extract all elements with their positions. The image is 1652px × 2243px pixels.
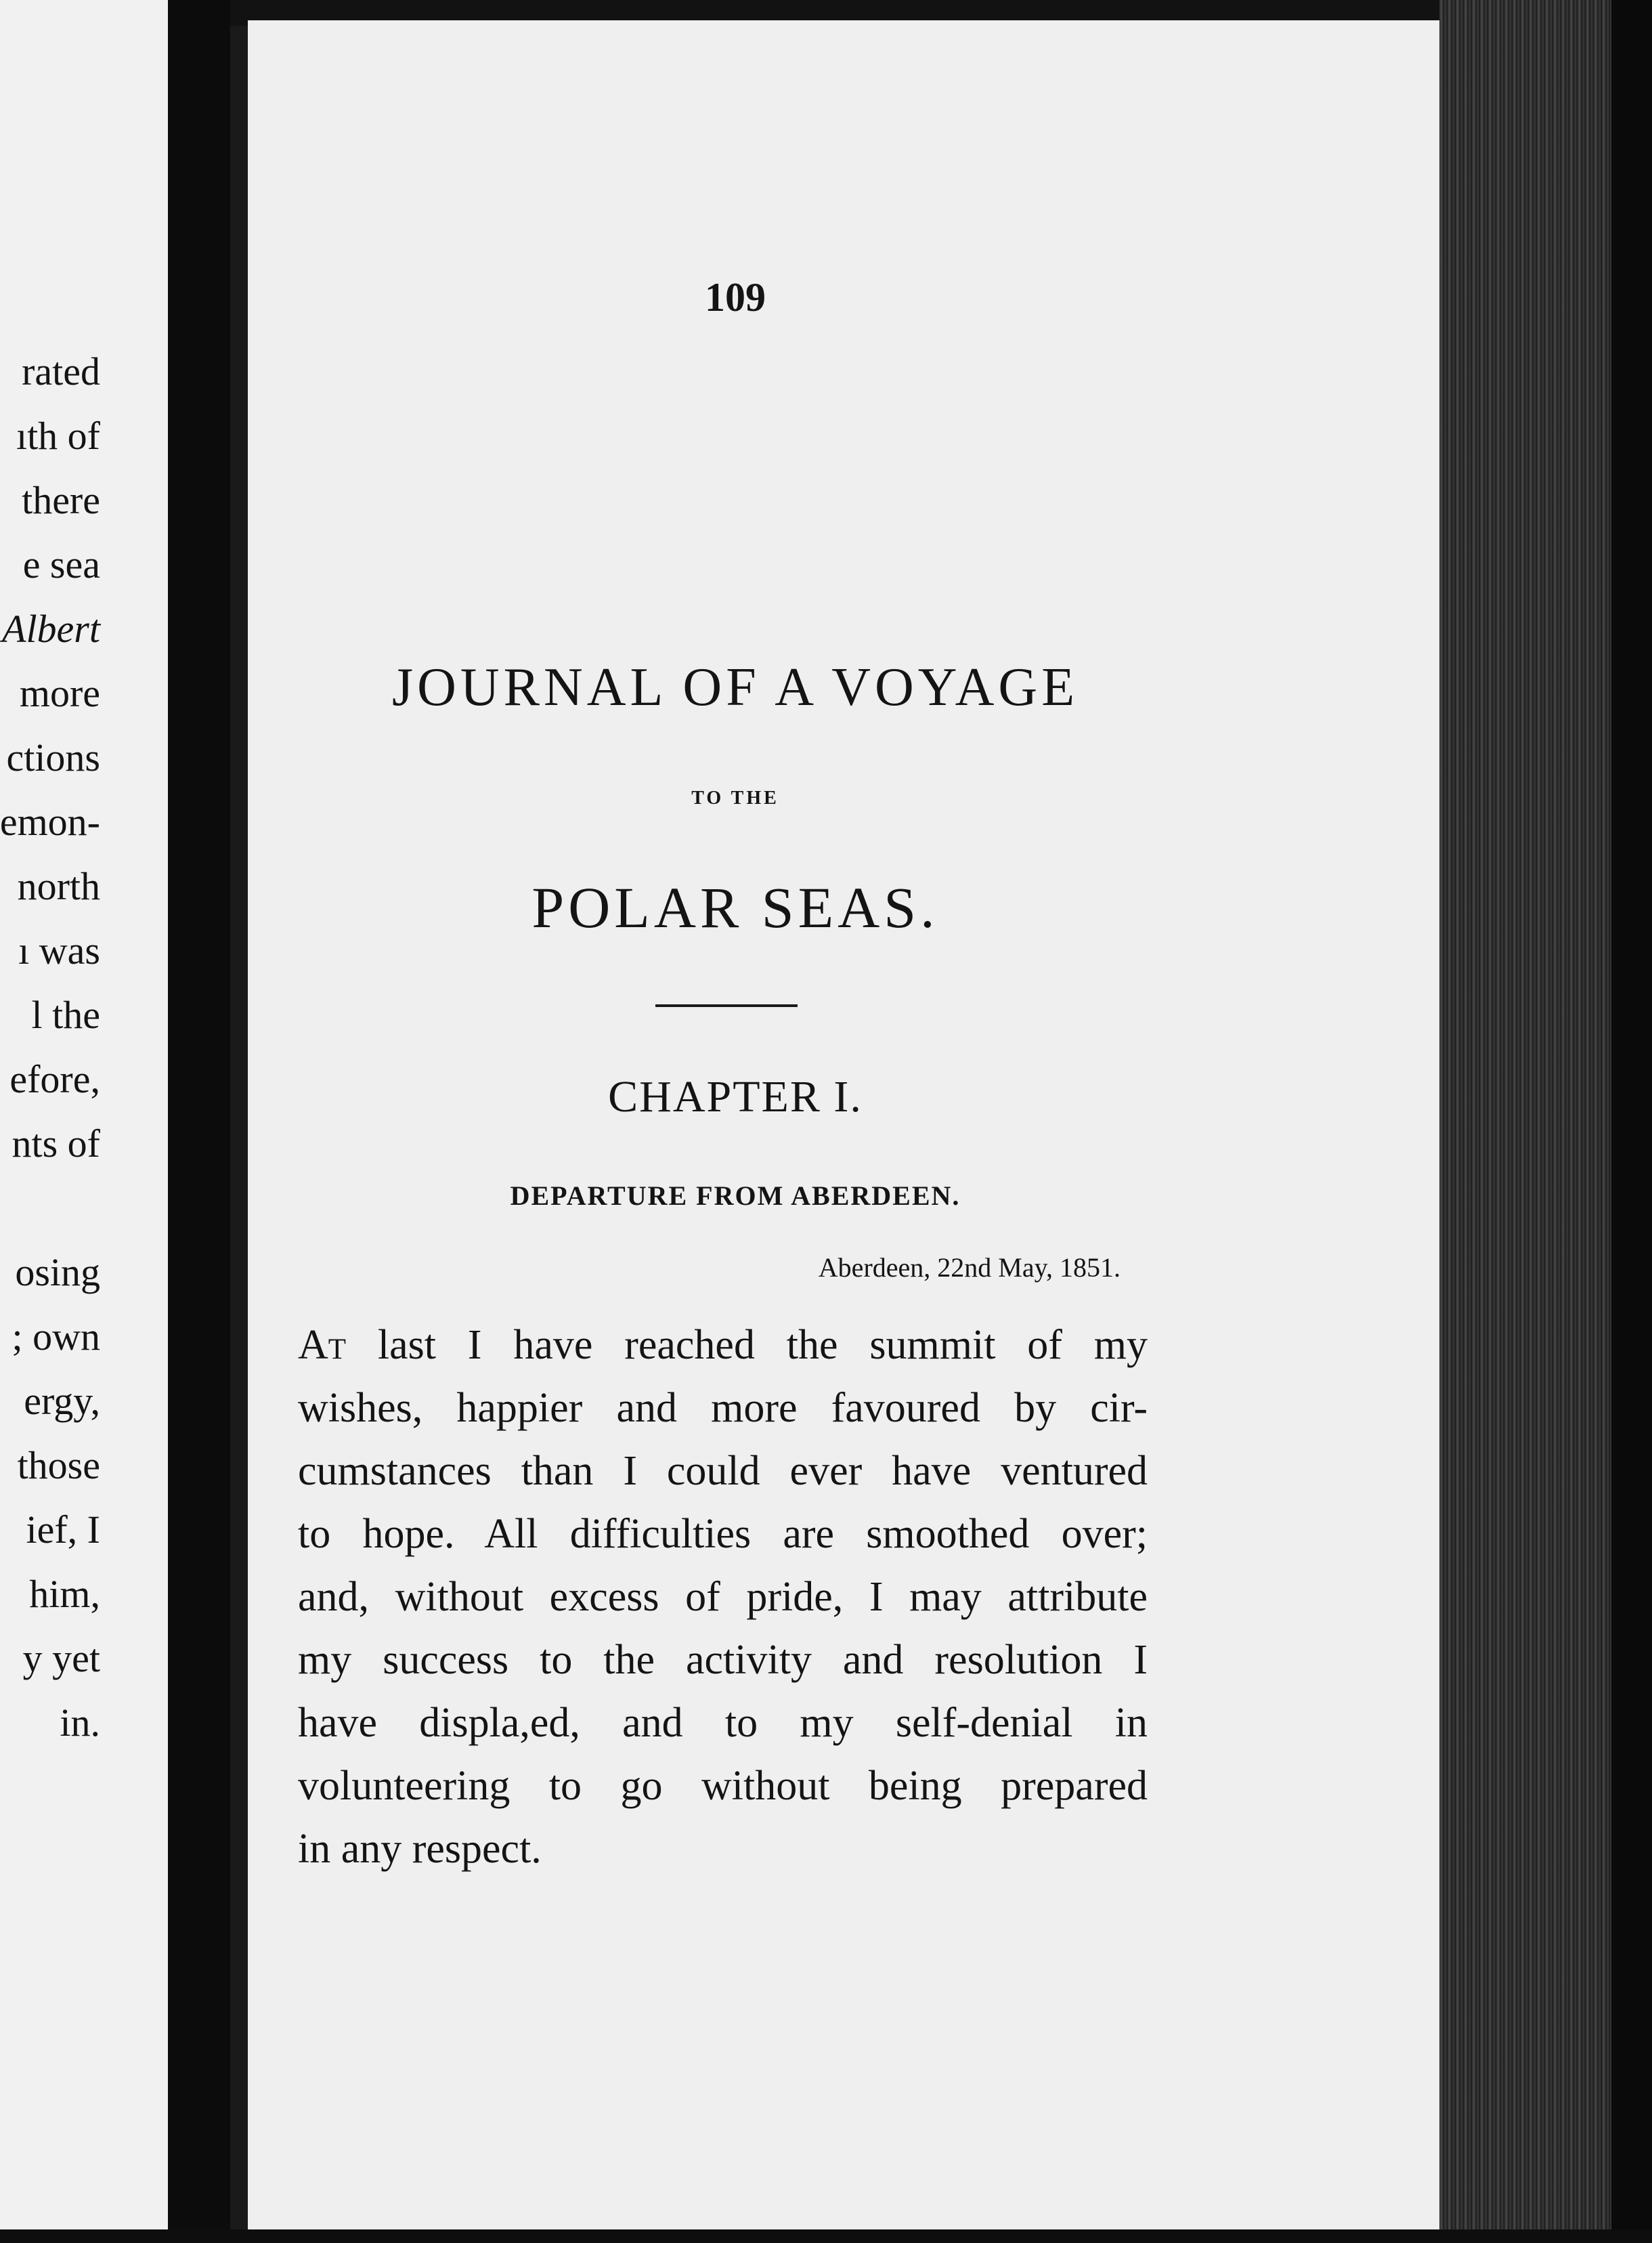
left-page-line: ergy, [24,1379,100,1423]
body-line: to hope. All difficulties are smoothed over; [298,1511,1148,1557]
title-connector: TO THE [691,788,779,809]
left-page-line: those [17,1443,100,1487]
main-page [248,20,1439,2243]
left-page-line: him, [29,1572,100,1616]
left-page-line: emon- [0,800,100,844]
body-first-word: At [298,1322,347,1368]
left-page-line: rated [22,349,100,393]
dateline: Aberdeen, 22nd May, 1851. [818,1252,1121,1283]
left-page-line: north [17,864,100,908]
scan-border [1611,0,1652,2243]
left-page-line: efore, [9,1057,100,1101]
left-page-line: osing [15,1250,100,1294]
title-divider [655,1004,798,1007]
left-page-fragment [0,0,168,2243]
scan-bottom-border [0,2229,1652,2243]
chapter-subtitle: DEPARTURE FROM ABERDEEN. [510,1180,961,1211]
page-number: 109 [705,275,766,320]
body-line: my success to the activity and resolution I [298,1637,1148,1683]
body-line: have displa,ed, and to my self-denial in [298,1700,1148,1746]
left-page-line: ıth of [16,414,100,458]
left-page-line: ctions [6,735,100,779]
left-page-line: in. [60,1701,100,1745]
body-line: and, without excess of pride, I may attribute [298,1574,1148,1620]
body-line: volunteering to go without being prepared [298,1763,1148,1809]
book-subject: POLAR SEAS. [531,875,939,940]
body-line-text: last I have reached the summit of my [346,1322,1148,1368]
left-page-line: e sea [22,542,100,586]
body-line: cumstances than I could ever have ventured [298,1448,1148,1494]
left-page-line: y yet [22,1636,100,1680]
body-line [298,1324,1148,1366]
left-page-line: Albert [2,607,100,651]
chapter-heading: CHAPTER I. [608,1072,863,1122]
book-gutter [168,0,230,2243]
left-page-line: nts of [12,1122,100,1166]
book-title: JOURNAL OF A VOYAGE [391,658,1079,717]
left-page-line: more [19,671,100,715]
body-line: in any respect. [298,1826,542,1872]
body-line: wishes, happier and more favoured by cir- [298,1385,1148,1431]
left-page-line: there [22,478,100,522]
left-page-line: ; own [12,1315,100,1359]
left-page-line: l the [31,993,100,1037]
left-page-line: ief, I [26,1508,100,1552]
left-page-line: ı was [18,928,100,973]
page-left-shadow [230,26,248,2243]
